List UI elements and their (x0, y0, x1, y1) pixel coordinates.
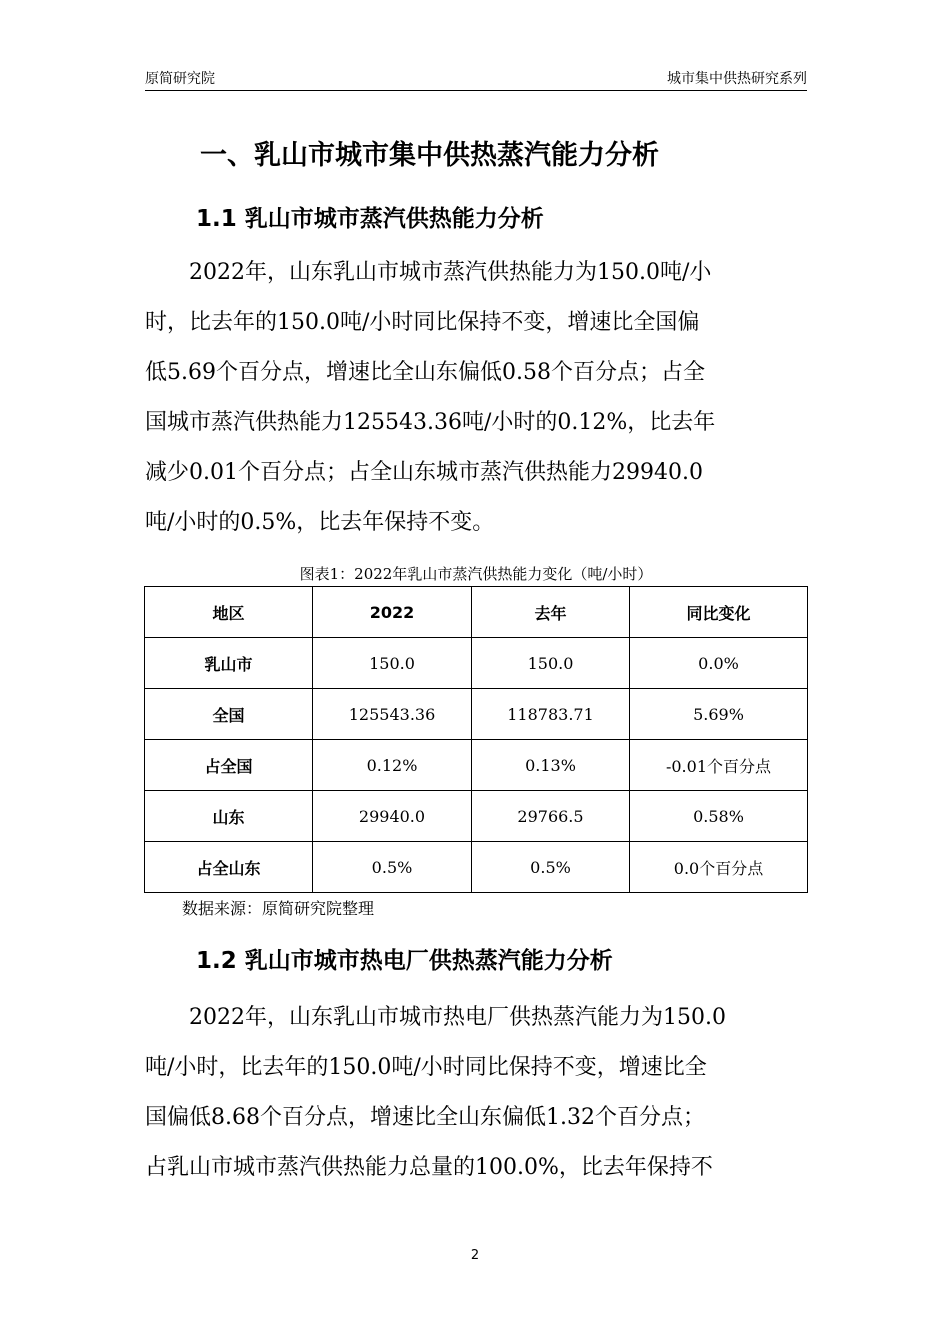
table-cell: 118783.71 (472, 689, 630, 740)
table-cell: 125543.36 (313, 689, 472, 740)
table-cell: 0.58% (630, 791, 808, 842)
table-row (145, 689, 808, 740)
paragraph-line: 占乳山市城市蒸汽供热能力总量的100.0%，比去年保持不 (145, 1155, 713, 1180)
header-org: 原简研究院 (145, 71, 215, 87)
table-cell: 0.0% (630, 638, 808, 689)
table-row (145, 740, 808, 791)
table-row (145, 791, 808, 842)
row-label: 山东 (145, 791, 313, 842)
paragraph-line: 国城市蒸汽供热能力125543.36吨/小时的0.12%，比去年 (145, 410, 716, 435)
row-label: 占全山东 (145, 842, 313, 893)
table-source: 数据来源：原简研究院整理 (182, 899, 375, 918)
row-label: 全国 (145, 689, 313, 740)
table-header-row (145, 587, 808, 638)
table-cell: 0.5% (472, 842, 630, 893)
table-cell: 0.5% (313, 842, 472, 893)
column-header: 地区 (145, 587, 313, 638)
column-header: 同比变化 (630, 587, 808, 638)
table-cell: 5.69% (630, 689, 808, 740)
row-label: 乳山市 (145, 638, 313, 689)
subsection-2-title: 1.2 乳山市城市热电厂供热蒸汽能力分析 (196, 948, 613, 974)
header-series: 城市集中供热研究系列 (667, 71, 807, 87)
table-cell: -0.01个百分点 (630, 740, 808, 791)
subsection-1-paragraph (145, 248, 807, 548)
table-cell: 0.0个百分点 (630, 842, 808, 893)
paragraph-line: 低5.69个百分点，增速比全山东偏低0.58个百分点；占全 (145, 360, 705, 385)
subsection-1-title: 1.1 乳山市城市蒸汽供热能力分析 (196, 206, 544, 232)
paragraph-line: 吨/小时的0.5%，比去年保持不变。 (145, 510, 495, 535)
section-title: 一、乳山市城市集中供热蒸汽能力分析 (200, 140, 659, 171)
capacity-table (144, 586, 808, 893)
column-header: 2022 (313, 587, 472, 638)
paragraph-line: 吨/小时，比去年的150.0吨/小时同比保持不变，增速比全 (145, 1055, 707, 1080)
row-label: 占全国 (145, 740, 313, 791)
table-row (145, 638, 808, 689)
table-cell: 29766.5 (472, 791, 630, 842)
page-header (145, 66, 807, 91)
table-cell: 150.0 (472, 638, 630, 689)
paragraph-line: 2022年，山东乳山市城市蒸汽供热能力为150.0吨/小 (145, 260, 712, 285)
table-caption: 图表1：2022年乳山市蒸汽供热能力变化（吨/小时） (299, 565, 653, 583)
table-cell: 150.0 (313, 638, 472, 689)
page-number: 2 (470, 1248, 480, 1263)
table-cell: 0.12% (313, 740, 472, 791)
paragraph-line: 国偏低8.68个百分点，增速比全山东偏低1.32个百分点； (145, 1105, 705, 1130)
table-row (145, 842, 808, 893)
paragraph-line: 减少0.01个百分点；占全山东城市蒸汽供热能力29940.0 (145, 460, 703, 485)
paragraph-line: 2022年，山东乳山市城市热电厂供热蒸汽能力为150.0 (145, 1005, 726, 1030)
table-cell: 0.13% (472, 740, 630, 791)
paragraph-line: 时，比去年的150.0吨/小时同比保持不变，增速比全国偏 (145, 310, 700, 335)
subsection-2-paragraph (145, 993, 807, 1193)
column-header: 去年 (472, 587, 630, 638)
table-cell: 29940.0 (313, 791, 472, 842)
